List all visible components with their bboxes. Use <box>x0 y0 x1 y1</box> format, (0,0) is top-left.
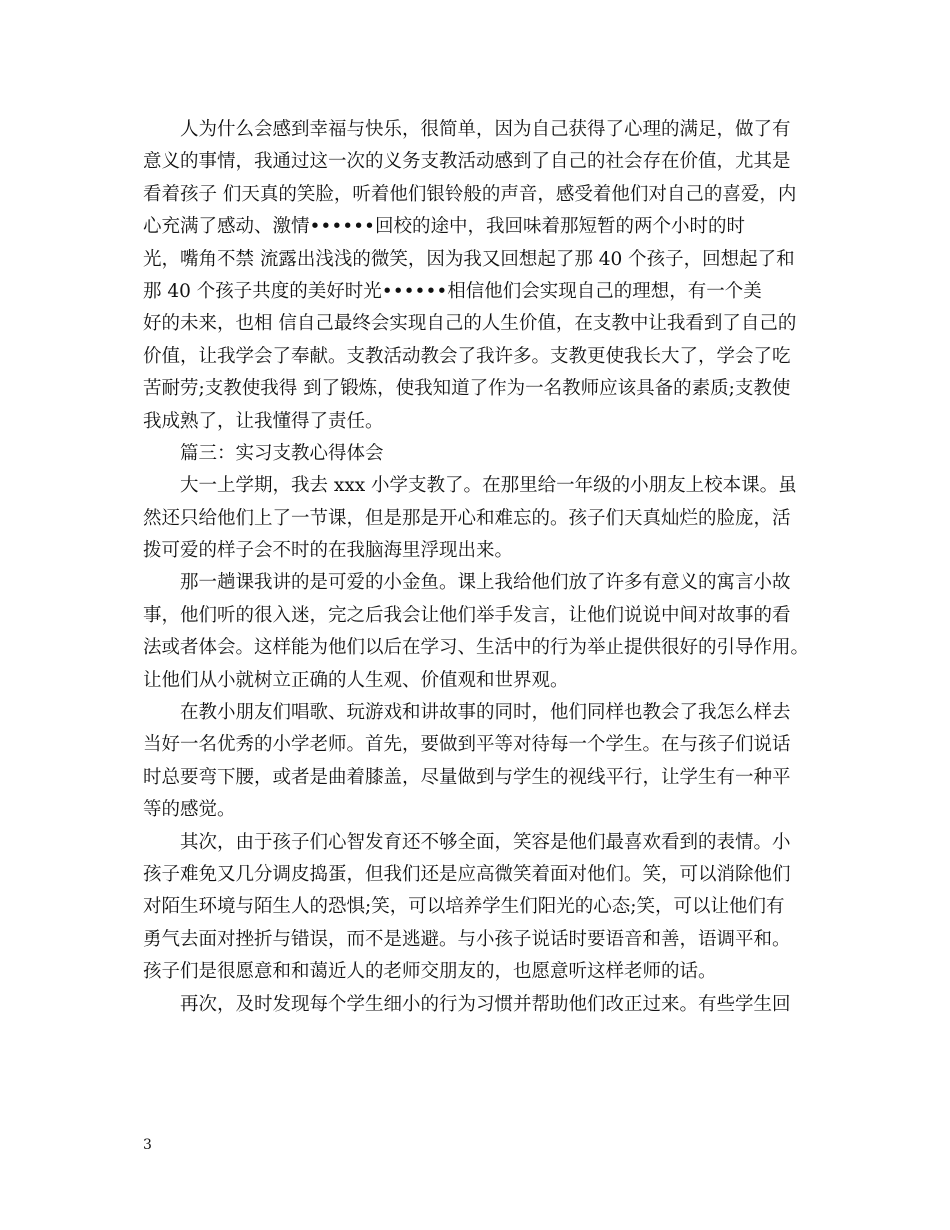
text-line: 大一上学期，我去 xxx 小学支教了。在那里给一年级的小朋友上校本课。虽 <box>180 475 797 497</box>
text-line: 在教小朋友们唱歌、玩游戏和讲故事的同时，他们同样也教会了我怎么样去 <box>180 702 791 724</box>
text-line: 心充满了感动、激情••••••回校的途中，我回味着那短暂的两个小时的时 <box>143 216 745 238</box>
text-line: 事，他们听的很入迷，完之后我会让他们举手发言，让他们说说中间对故事的看 <box>143 604 791 626</box>
text-line: 再次，及时发现每个学生细小的行为习惯并帮助他们改正过来。有些学生回 <box>180 993 791 1015</box>
body-text <box>143 114 821 1021</box>
text-line: 光，嘴角不禁 流露出浅浅的微笑，因为我又回想起了那 40 个孩子，回想起了和 <box>143 248 795 270</box>
text-line: 意义的事情，我通过这一次的义务支教活动感到了自己的社会存在价值，尤其是 <box>143 151 791 173</box>
text-line: 法或者体会。这样能为他们以后在学习、生活中的行为举止提供很好的引导作用。 <box>143 637 810 659</box>
text-line: 让他们从小就树立正确的人生观、价值观和世界观。 <box>143 669 569 691</box>
section-heading: 篇三：实习支教心得体会 <box>180 442 384 464</box>
text-line: 孩子难免又几分调皮捣蛋，但我们还是应高微笑着面对他们。笑，可以消除他们 <box>143 863 791 885</box>
text-line: 好的未来，也相 信自己最终会实现自己的人生价值，在支教中让我看到了自己的 <box>143 313 797 335</box>
text-line: 对陌生环境与陌生人的恐惧;笑，可以培养学生们阳光的心态;笑，可以让他们有 <box>143 896 785 918</box>
text-line: 其次，由于孩子们心智发育还不够全面，笑容是他们最喜欢看到的表情。小 <box>180 831 791 853</box>
text-line: 苦耐劳;支教使我得 到了锻炼，使我知道了作为一名教师应该具备的素质;支教使 <box>143 378 791 400</box>
text-line: 时总要弯下腰，或者是曲着膝盖，尽量做到与学生的视线平行，让学生有一种平 <box>143 766 791 788</box>
text-line: 勇气去面对挫折与错误，而不是逃避。与小孩子说话时要语音和善，语调平和。 <box>143 928 791 950</box>
text-line: 人为什么会感到幸福与快乐，很简单，因为自己获得了心理的满足，做了有 <box>180 119 791 140</box>
text-line: 拨可爱的样子会不时的在我脑海里浮现出来。 <box>143 540 514 562</box>
text-line: 等的感觉。 <box>143 799 236 821</box>
text-line: 我成熟了，让我懂得了责任。 <box>143 410 384 432</box>
text-line: 那一趟课我讲的是可爱的小金鱼。课上我给他们放了许多有意义的寓言小故 <box>180 572 791 594</box>
text-line: 然还只给他们上了一节课，但是那是开心和难忘的。孩子们天真灿烂的脸庞，活 <box>143 507 791 529</box>
text-line: 当好一名优秀的小学老师。首先，要做到平等对待每一个学生。在与孩子们说话 <box>143 734 791 756</box>
page-number: 3 <box>143 1137 152 1153</box>
text-line: 那 40 个孩子共度的美好时光••••••相信他们会实现自己的理想，有一个美 <box>143 280 762 302</box>
text-line: 价值，让我学会了奉献。支教活动教会了我许多。支教更使我长大了，学会了吃 <box>143 345 791 367</box>
text-line: 孩子们是很愿意和和蔼近人的老师交朋友的，也愿意听这样老师的话。 <box>143 961 717 983</box>
text-line: 看着孩子 们天真的笑脸，听着他们银铃般的声音，感受着他们对自己的喜爱，内 <box>143 183 797 205</box>
